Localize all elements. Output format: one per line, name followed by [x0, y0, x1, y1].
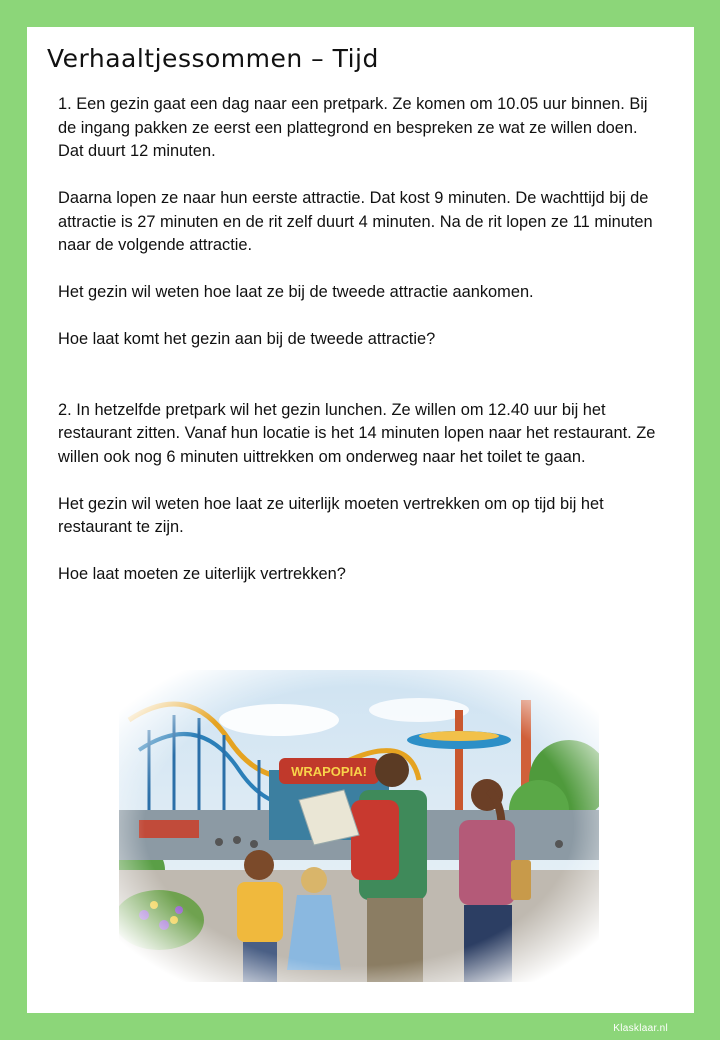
question-2-intro: 2. In hetzelfde pretpark wil het gezin lunchen. Ze willen om 12.40 uur bij het restaurant zitten. Vanaf hun locatie is het 14 minuten lopen naar het restaurant. Ze willen ook nog 6 minuten uittrekken om onderweg naar het toilet te gaan. [58, 400, 656, 466]
question-2-question: Hoe laat moeten ze uiterlijk vertrekken? [58, 565, 346, 583]
theme-park-illustration [119, 670, 599, 982]
question-1-question: Hoe laat komt het gezin aan bij de tweede attractie? [58, 330, 436, 348]
question-1-detail: Daarna lopen ze naar hun eerste attractie. Dat kost 9 minuten. De wachttijd bij de attractie is 27 minuten en de rit zelf duurt 4 minuten. Na de rit lopen ze 11 minuten naar de volgende attractie. [58, 189, 653, 254]
footer-brand: Klasklaar.nl [613, 1023, 668, 1034]
questions-content [58, 93, 658, 610]
question-1-intro: 1. Een gezin gaat een dag naar een pretpark. Ze komen om 10.05 uur binnen. Bij de ingang pakken ze eerst een plattegrond en bespreken ze wat ze willen doen. Dat duurt 12 minuten. [58, 95, 648, 160]
question-2-context: Het gezin wil weten hoe laat ze uiterlijk moeten vertrekken om op tijd bij het restaurant te zijn. [58, 494, 604, 536]
worksheet-page [27, 27, 694, 1013]
question-1-context: Het gezin wil weten hoe laat ze bij de tweede attractie aankomen. [58, 283, 534, 301]
page-title: Verhaaltjessommen – Tijd [47, 44, 379, 73]
